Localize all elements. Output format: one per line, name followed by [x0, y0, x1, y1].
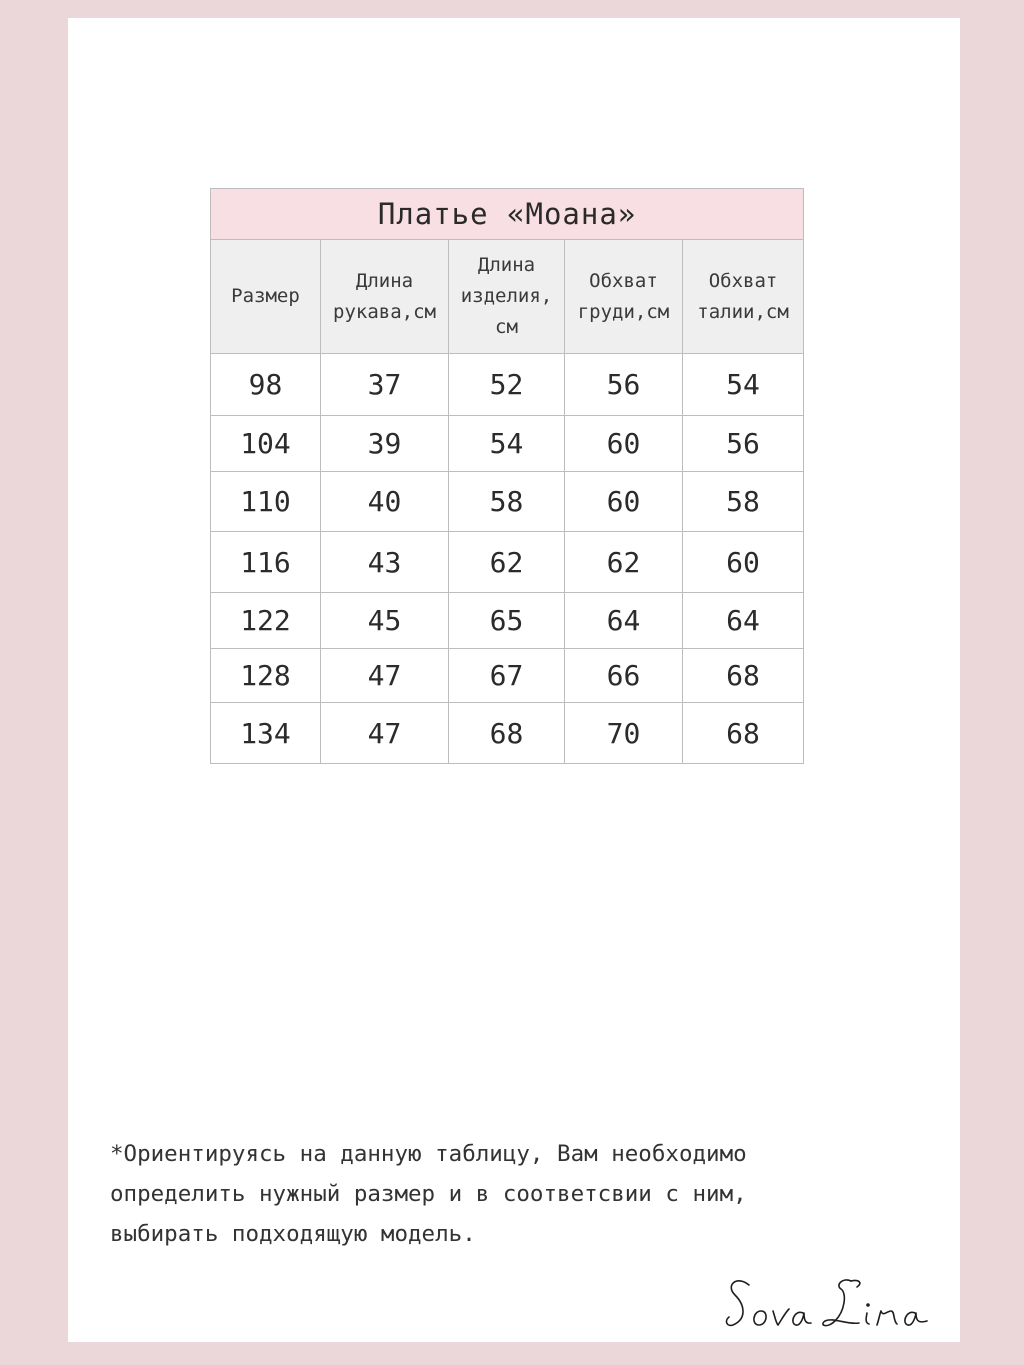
table-cell: 62 — [449, 532, 565, 593]
table-cell: 98 — [211, 354, 321, 416]
table-cell: 47 — [321, 703, 449, 764]
table-cell: 58 — [683, 472, 804, 532]
note-line: определить нужный размер и в соответсвии с ним, — [110, 1181, 747, 1207]
table-cell: 43 — [321, 532, 449, 593]
table-cell: 110 — [211, 472, 321, 532]
table-cell: 45 — [321, 593, 449, 649]
table-cell: 104 — [211, 416, 321, 472]
table-cell: 52 — [449, 354, 565, 416]
table-cell: 39 — [321, 416, 449, 472]
table-row — [211, 703, 804, 764]
table-cell: 56 — [683, 416, 804, 472]
table-cell: 68 — [683, 703, 804, 764]
header-sleeve-length: Длина рукава,см — [321, 240, 449, 354]
table-cell: 116 — [211, 532, 321, 593]
table-title: Платье «Моана» — [211, 189, 804, 240]
table-cell: 60 — [683, 532, 804, 593]
table-row — [211, 416, 804, 472]
header-waist: Обхват талии,см — [683, 240, 804, 354]
table-cell: 122 — [211, 593, 321, 649]
table-cell: 60 — [565, 416, 683, 472]
note-line: *Ориентируясь на данную таблицу, Вам необходимо — [110, 1141, 747, 1167]
table-cell: 66 — [565, 649, 683, 703]
table-cell: 128 — [211, 649, 321, 703]
table-cell: 65 — [449, 593, 565, 649]
table-cell: 134 — [211, 703, 321, 764]
size-table — [210, 188, 804, 764]
table-cell: 37 — [321, 354, 449, 416]
table-cell: 68 — [683, 649, 804, 703]
title-row — [211, 189, 804, 240]
size-note — [110, 1134, 910, 1254]
table-row — [211, 649, 804, 703]
table-cell: 62 — [565, 532, 683, 593]
table-row — [211, 532, 804, 593]
table-cell: 68 — [449, 703, 565, 764]
header-size: Размер — [211, 240, 321, 354]
table-cell: 47 — [321, 649, 449, 703]
note-line: выбирать подходящую модель. — [110, 1221, 476, 1247]
header-garment-length: Длина изделия, см — [449, 240, 565, 354]
table-cell: 60 — [565, 472, 683, 532]
header-chest: Обхват груди,см — [565, 240, 683, 354]
table-cell: 40 — [321, 472, 449, 532]
table-row — [211, 472, 804, 532]
sovalina-logo — [723, 1263, 943, 1343]
table-cell: 58 — [449, 472, 565, 532]
table-cell: 67 — [449, 649, 565, 703]
table-cell: 56 — [565, 354, 683, 416]
table-cell: 70 — [565, 703, 683, 764]
table-cell: 64 — [565, 593, 683, 649]
table-row — [211, 593, 804, 649]
header-row — [211, 240, 804, 354]
table-cell: 54 — [683, 354, 804, 416]
page-sheet — [68, 18, 960, 1342]
table-cell: 64 — [683, 593, 804, 649]
table-row — [211, 354, 804, 416]
table-cell: 54 — [449, 416, 565, 472]
